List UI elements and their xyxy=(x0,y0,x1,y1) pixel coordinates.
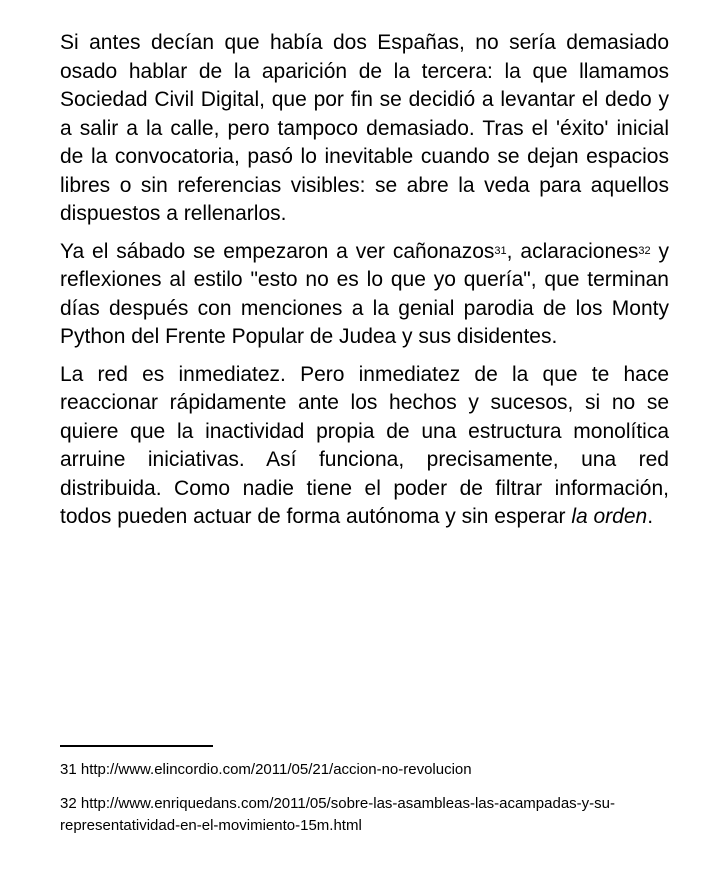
paragraph-network-end: . xyxy=(647,505,654,528)
footnote-divider xyxy=(60,745,213,747)
footnote-32: 32 http://www.enriquedans.com/2011/05/sobre-las-asambleas-las-acampadas-y-su-representatividad-en-el-movimiento-15m.html xyxy=(60,795,615,834)
footnote-31: 31 http://www.elincordio.com/2011/05/21/accion-no-revolucion xyxy=(60,761,472,778)
document-body xyxy=(60,29,669,532)
paragraph-network-emphasis: la orden xyxy=(571,505,648,528)
paragraph-saturday xyxy=(60,238,669,352)
paragraph-saturday-text-2: , aclaraciones xyxy=(506,239,639,263)
paragraph-saturday-text-1: Ya el sábado se empezaron a ver cañonazos xyxy=(60,239,495,263)
paragraph-network-text: La red es inmediatez. Pero inmediatez de la que te hace reaccionar rápidamente ante los hechos y sucesos, si no se quiere que la inactividad propia de una estructura monolítica arruine iniciativas. Así funciona, precisamente, una red distribuida. Como nadie tiene el poder de filtrar información, todos pueden actuar de forma autónoma y sin esperar xyxy=(60,362,669,528)
paragraph-spain: Si antes decían que había dos Españas, no sería demasiado osado hablar de la aparición de la tercera: la que llamamos Sociedad Civil Digital, que por fin se decidió a levantar el dedo y a salir a la calle, pero tampoco demasiado. Tras el 'éxito' inicial de la convocatoria, pasó lo inevitable cuando se dejan espacios libres o sin referencias visibles: se abre la veda para aquellos dispuestos a rellenarlos. xyxy=(60,31,669,225)
footnote-ref-32[interactable]: 32 xyxy=(638,244,651,257)
paragraph-network xyxy=(60,361,669,532)
footnote-ref-31[interactable]: 31 xyxy=(494,244,507,257)
paragraph-saturday-text-3: y reflexiones al estilo "esto no es lo que yo quería", que terminan días después con menciones a la genial parodia de los Monty Python del Frente Popular de Judea y sus disidentes. xyxy=(60,239,669,348)
